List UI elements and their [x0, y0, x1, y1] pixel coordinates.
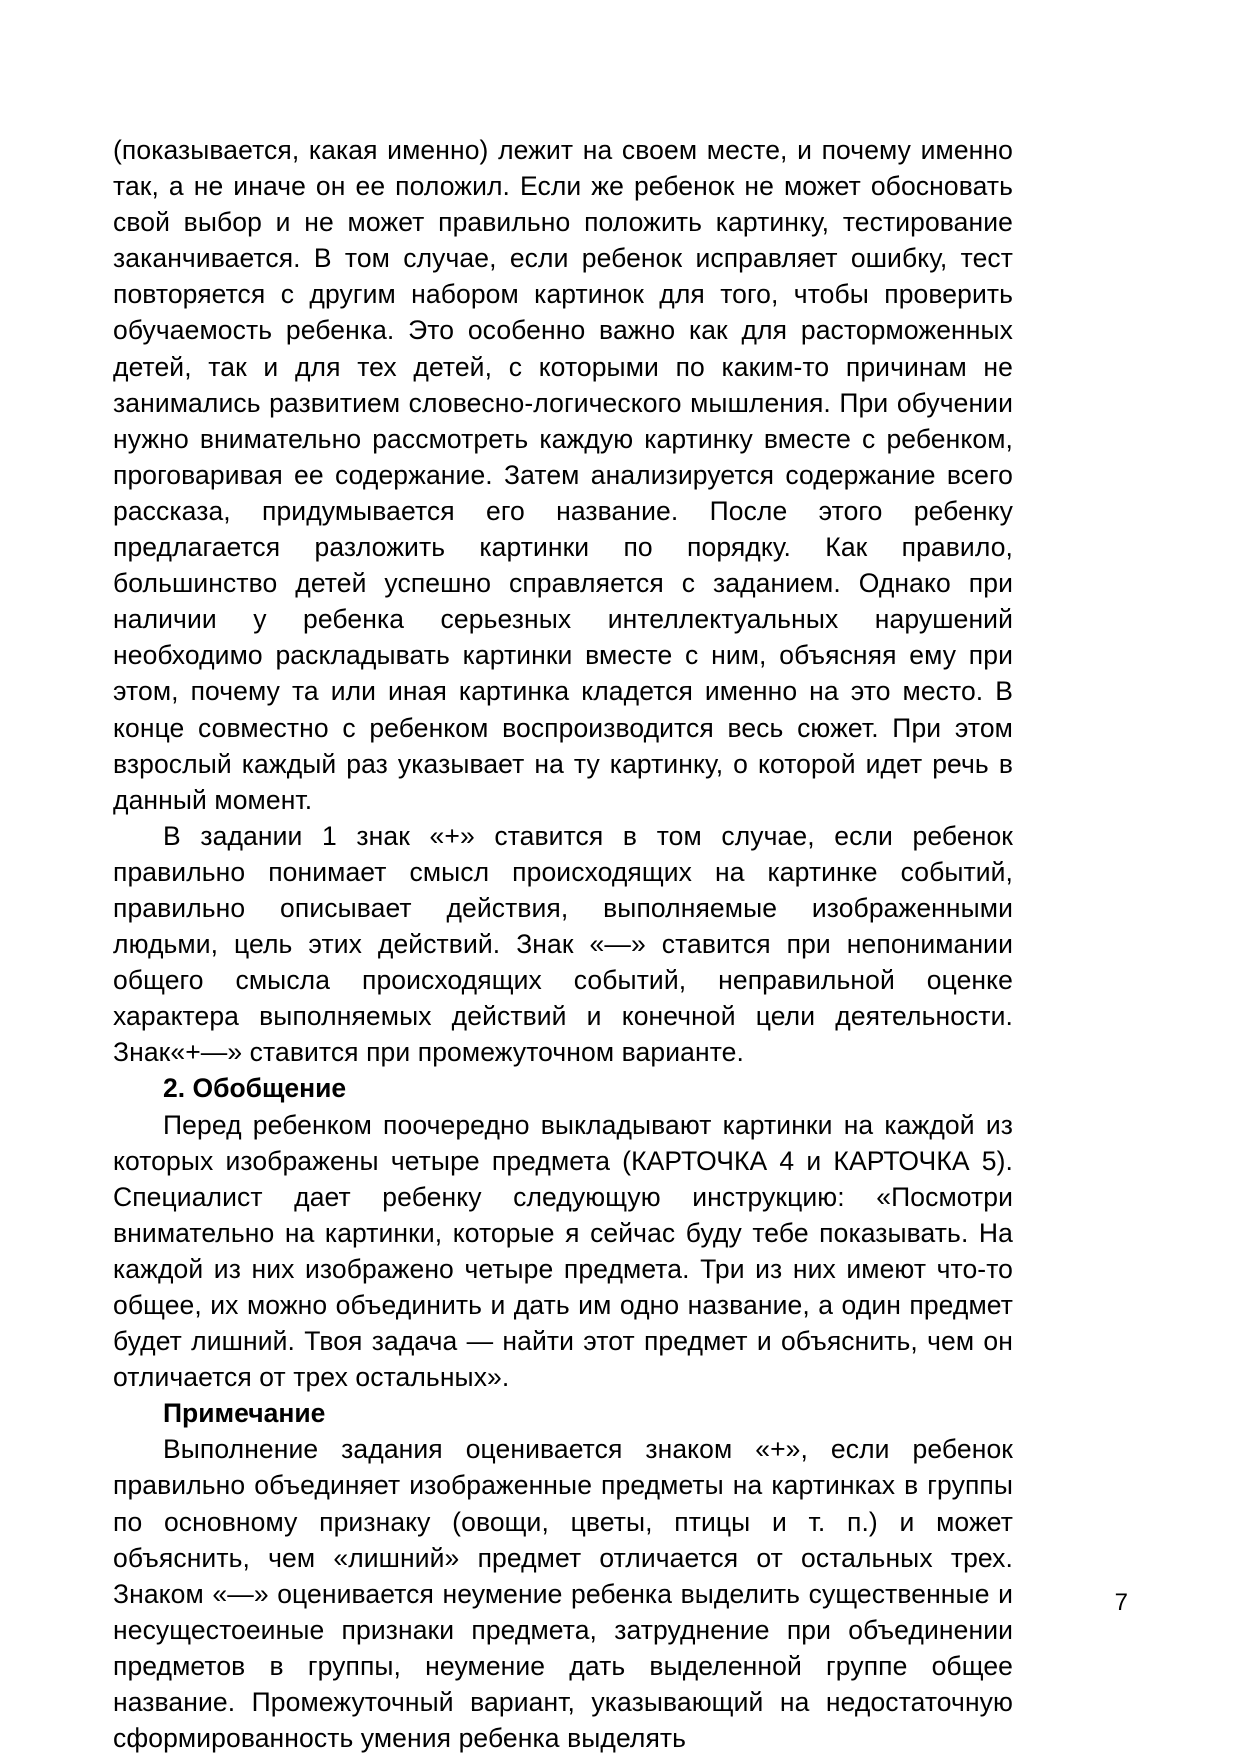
- section-heading-obobshchenie: 2. Обобщение: [163, 1073, 347, 1104]
- page-number: 7: [1114, 1589, 1128, 1616]
- body-paragraph-3: Перед ребенком поочередно выкладывают картинки на каждой из которых изображены четыре предмета (КАРТОЧКА 4 и КАРТОЧКА 5). Специалист дает ребенку следующую инструкцию: «Посмотри внимательно на картинки, которые я сейчас буду тебе показывать. На каждой из них изображено четыре предмета. Три из них имеют что-то общее, их можно объединить и дать им одно название, а один предмет будет лишний. Твоя задача — найти этот предмет и объяснить, чем он отличается от трех остальных».: [113, 1109, 1013, 1393]
- body-paragraph-1: (показывается, какая именно) лежит на своем месте, и почему именно так, а не иначе он ее положил. Если же ребенок не может обосновать свой выбор и не может правильно положить картинку, тестирование заканчивается. В том случае, если ребенок исправляет ошибку, тест повторяется с другим набором картинок для того, чтобы проверить обучаемость ребенка. Это особенно важно как для расторможенных детей, так и для тех детей, с которыми по каким-то причинам не занимались развитием словесно-логического мышления. При обучении нужно внимательно рассмотреть каждую картинку вместе с ребенком, проговаривая ее содержание. Затем анализируется содержание всего рассказа, придумывается его название. После этого ребенку предлагается разложить картинки по порядку. Как правило, большинство детей успешно справляется с заданием. Однако при наличии у ребенка серьезных интеллектуальных нарушений необходимо раскладывать картинки вместе с ним, объясняя ему при этом, почему та или иная картинка кладется именно на это место. В конце совместно с ребенком воспроизводится весь сюжет. При этом взрослый каждый раз указывает на ту картинку, о которой идет речь в данный момент.: [113, 135, 1013, 815]
- text-column: [113, 132, 1013, 1756]
- section-heading-primechanie: Примечание: [163, 1398, 326, 1429]
- body-paragraph-4: Выполнение задания оценивается знаком «+», если ребенок правильно объединяет изображенные предметы на картинках в группы по основному признаку (овощи, цветы, птицы и т. п.) и может объяснить, чем «лишний» предмет отличается от остальных трех. Знаком «—» оценивается неумение ребенка выделить существенные и несущестоеиные признаки предмета, затруднение при объединении предметов в группы, неумение дать выделенной группе общее название. Промежуточный вариант, указывающий на недостаточную сформированность умения ребенка выделять: [113, 1434, 1013, 1754]
- body-paragraph-2: В задании 1 знак «+» ставится в том случае, если ребенок правильно понимает смысл происходящих на картинке событий, правильно описывает действия, выполняемые изображенными людьми, цель этих действий. Знак «—» ставится при непонимании общего смысла происходящих событий, неправильной оценке характера выполняемых действий и конечной цели деятельности. Знак«+—» ставится при промежуточном варианте.: [113, 820, 1013, 1068]
